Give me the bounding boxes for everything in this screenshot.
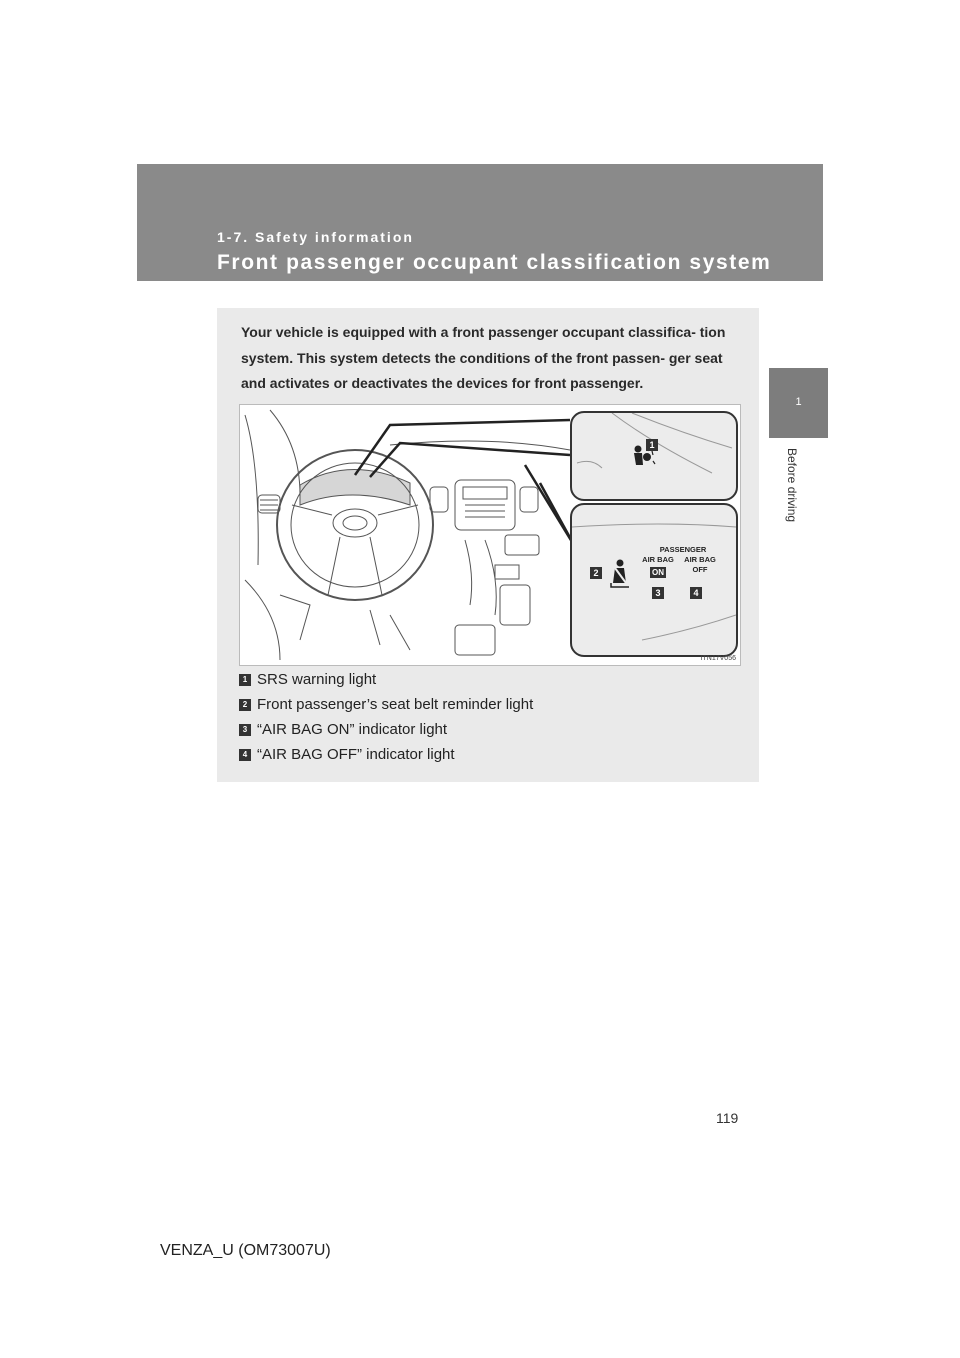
- legend-text: Front passenger’s seat belt reminder light: [257, 696, 534, 713]
- legend-item: [239, 717, 533, 742]
- legend-list: [239, 667, 533, 767]
- chapter-label: Before driving: [785, 448, 799, 523]
- airbag-off-label-line2: OFF: [692, 565, 708, 574]
- legend-text: “AIR BAG OFF” indicator light: [257, 746, 455, 763]
- seatbelt-reminder-icon: [611, 560, 629, 588]
- legend-number: 1: [239, 674, 251, 686]
- passenger-label: PASSENGER: [659, 545, 707, 554]
- callout-number-2: 2: [590, 567, 602, 579]
- legend-item: [239, 692, 533, 717]
- intro-text: Your vehicle is equipped with a front passenger occupant classifica- tion system. This system detects the conditions of the front passen- ger seat and activates or deactivates the devices for front passenger.: [241, 324, 726, 391]
- page-number: 119: [716, 1110, 739, 1126]
- legend-text: “AIR BAG ON” indicator light: [257, 721, 448, 738]
- legend-number: 3: [239, 724, 251, 736]
- airbag-on-indicator: ON: [652, 568, 664, 577]
- airbag-on-label: AIR BAG: [642, 555, 674, 564]
- callout-number-3: 3: [652, 587, 664, 599]
- srs-callout: [570, 411, 738, 501]
- dashboard-illustration: [239, 404, 741, 666]
- callout-number-4: 4: [690, 587, 702, 599]
- legend-text: SRS warning light: [257, 671, 377, 688]
- chapter-number: 1: [795, 396, 802, 408]
- indicator-callout-drawing: [572, 505, 736, 655]
- legend-item: [239, 667, 533, 692]
- callout-number-1: 1: [646, 439, 658, 451]
- legend-number: 4: [239, 749, 251, 761]
- figure-id: ITN17V056: [700, 655, 736, 662]
- airbag-off-label-line1: AIR BAG: [684, 555, 716, 564]
- legend-item: [239, 742, 533, 767]
- legend-number: 2: [239, 699, 251, 711]
- section-label: 1-7. Safety information: [217, 229, 414, 245]
- page-title: Front passenger occupant classification system: [217, 251, 772, 274]
- passenger-indicator-callout: [570, 503, 738, 657]
- srs-callout-drawing: [572, 413, 736, 499]
- document-code: VENZA_U (OM73007U): [160, 1242, 331, 1259]
